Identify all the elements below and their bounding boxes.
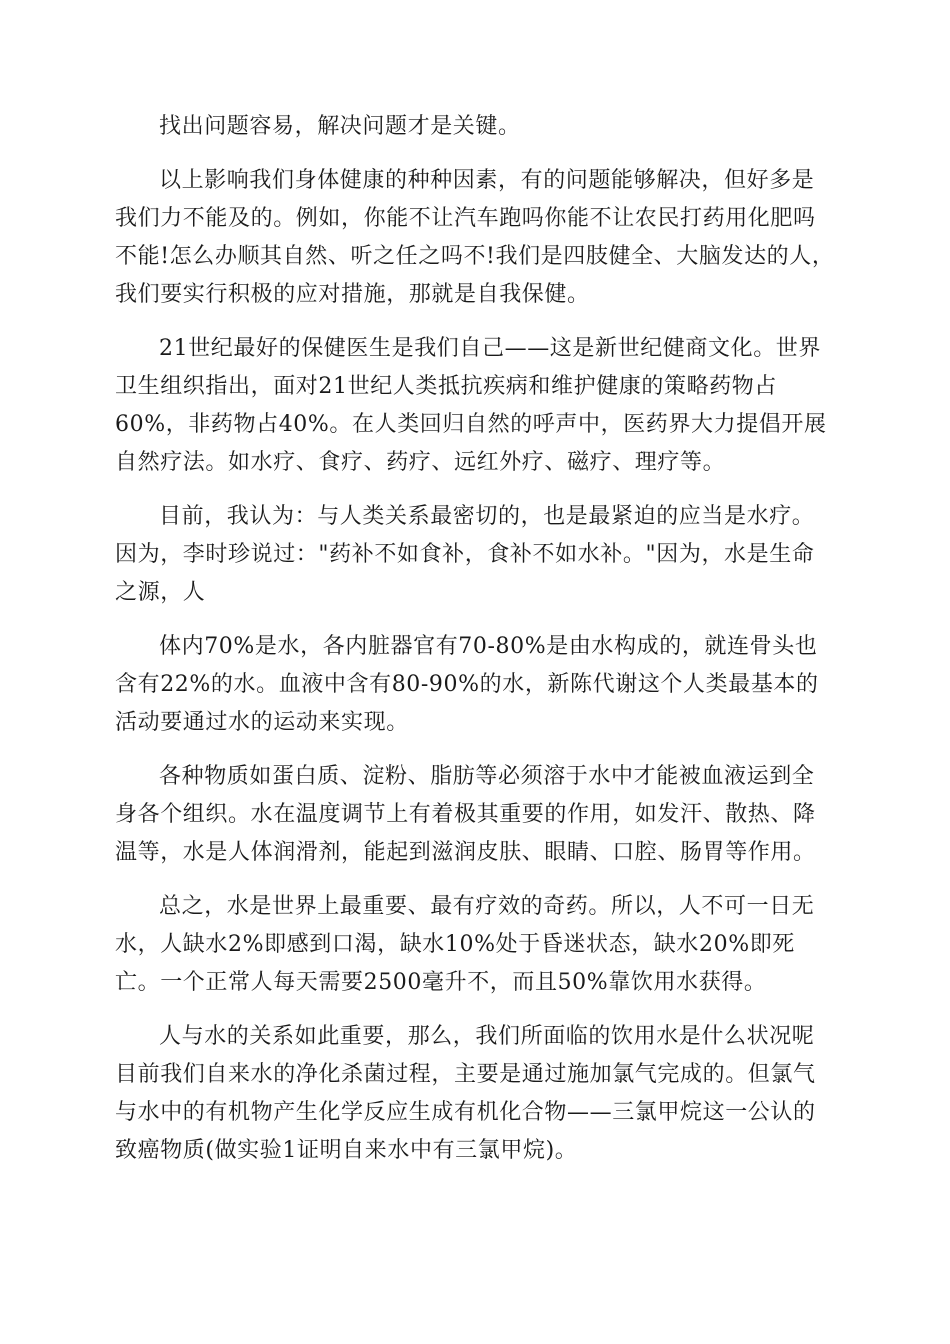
document-body — [115, 108, 835, 1186]
paragraph-1: 找出问题容易，解决问题才是关键。 — [159, 114, 521, 139]
paragraph-4: 目前，我认为：与人类关系最密切的，也是最紧迫的应当是水疗。因为，李时珍说过："药补不如食补，食补不如水补。"因为，水是生命之源，人 — [115, 504, 815, 605]
paragraph-5: 体内70%是水，各内脏器官有70-80%是由水构成的，就连骨头也含有22%的水。血液中含有80-90%的水，新陈代谢这个人类最基本的活动要通过水的运动来实现。 — [115, 634, 819, 735]
paragraph-3: 21世纪最好的保健医生是我们自己——这是新世纪健商文化。世界卫生组织指出，面对21世纪人类抵抗疾病和维护健康的策略药物占60%，非药物占40%。在人类回归自然的呼声中，医药界大力提倡开展自然疗法。如水疗、食疗、药疗、远红外疗、磁疗、理疗等。 — [115, 336, 827, 475]
paragraph-7: 总之，水是世界上最重要、最有疗效的奇药。所以，人不可一日无水，人缺水2%即感到口渴，缺水10%处于昏迷状态，缺水20%即死亡。一个正常人每天需要2500毫升不，而且50%靠饮用水获得。 — [115, 894, 815, 995]
paragraph-2: 以上影响我们身体健康的种种因素，有的问题能够解决，但好多是我们力不能及的。例如，你能不让汽车跑吗你能不让农民打药用化肥吗不能!怎么办顺其自然、听之任之吗不!我们是四肢健全、大脑发达的人，我们要实行积极的应对措施，那就是自我保健。 — [115, 168, 835, 307]
paragraph-6: 各种物质如蛋白质、淀粉、脂肪等必须溶于水中才能被血液运到全身各个组织。水在温度调节上有着极其重要的作用，如发汗、散热、降温等，水是人体润滑剂，能起到滋润皮肤、眼睛、口腔、肠胃等作用。 — [115, 764, 816, 865]
paragraph-8: 人与水的关系如此重要，那么，我们所面临的饮用水是什么状况呢目前我们自来水的净化杀菌过程，主要是通过施加氯气完成的。但氯气与水中的有机物产生化学反应生成有机化合物——三氯甲烷这一公认的致癌物质(做实验1证明自来水中有三氯甲烷)。 — [115, 1024, 816, 1163]
